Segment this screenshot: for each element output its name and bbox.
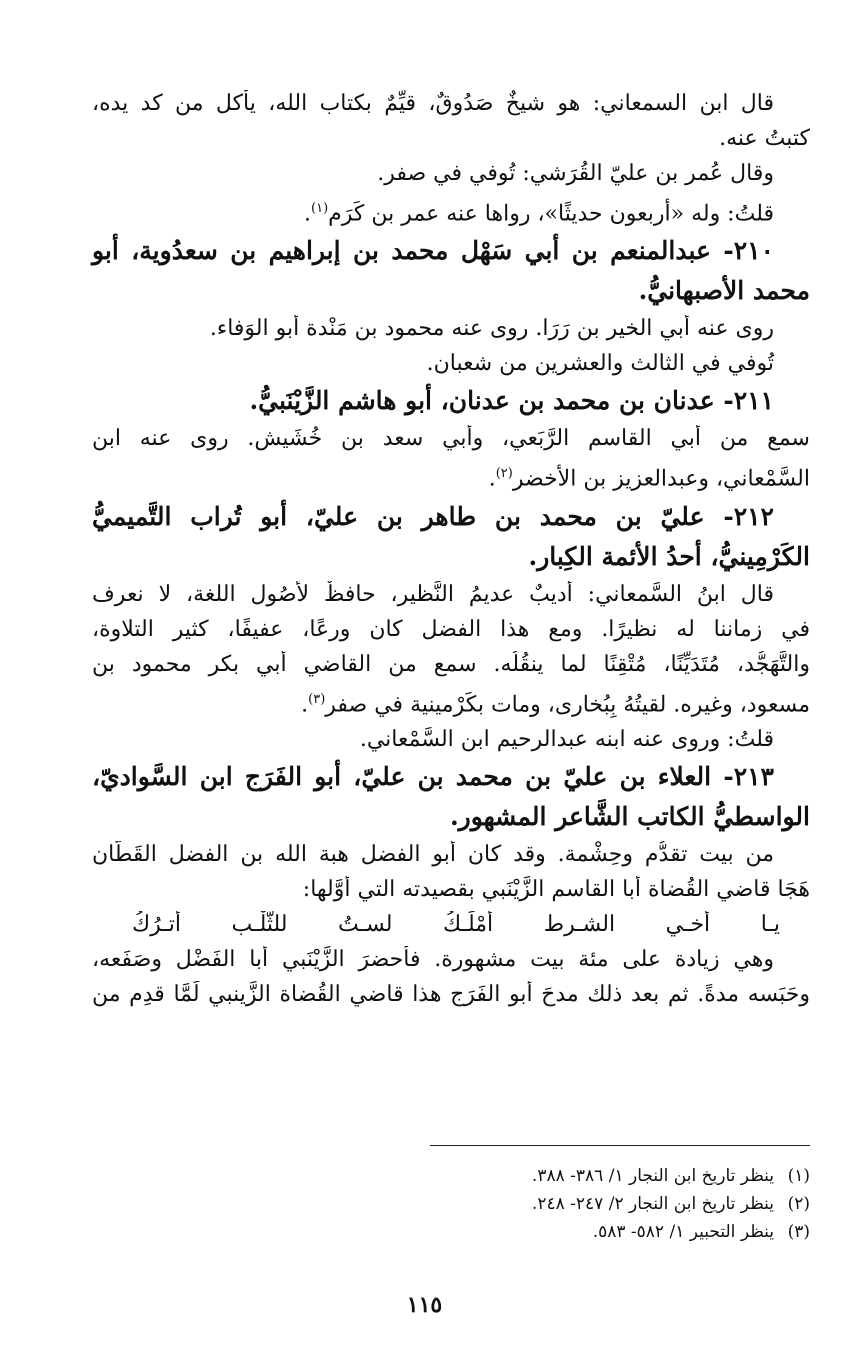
text-line: قال ابن السمعاني: هو شيخٌ صَدُوقٌ، قيِّمٌ بكتاب الله، يأكل من كد يده، [92,91,774,116]
entry-heading: ٢١٢- عليّ بن محمد بن طاهر بن عليّ، أبو تُراب التَّميميُّ [92,501,774,531]
page-number: ١١٥ [406,1292,443,1318]
footnote [92,1165,810,1187]
footnote-mark: (٢) [495,466,513,482]
entry-heading: الكَرْمِينيُّ، أحدُ الأئمة الكِبار. [528,541,810,571]
footnote-mark: (١) [311,201,329,216]
period: . [304,201,312,227]
text-line [92,460,810,492]
text-line: تُوفي في الثالث والعشرين من شعبان. [426,351,774,377]
footnotes [92,1165,810,1249]
text-span: السَّمْعاني، وعبدالعزيز بن الأخضر [512,466,810,492]
footnote-divider [430,1145,810,1146]
text-line: هَجَا قاضي القُضاة أبا القاسم الزَّيْنَبي بقصيدته التي أوَّلها: [302,876,810,902]
text-line: في زماننا له نظيرًا. ومع هذا الفضل كان ورعًا، عفيفًا، كثير التلاوة، [92,616,810,642]
footnote [92,1221,810,1243]
text-line: والتَّهَجُّد، مُتَدَيِّنًا، مُتْقِنًا لما ينقُلُه. سمع من القاضي أبي بكر محمود بن [92,651,810,677]
entry-heading: محمد الأصبهانيُّ. [638,276,810,306]
footnote-text: ينظر تاريخ ابن النجار ٢/ ٢٤٧- ٢٤٨. [531,1194,774,1214]
footnote [92,1193,810,1215]
footnote-text: ينظر تاريخ ابن النجار ١/ ٣٨٦- ٣٨٨. [531,1166,774,1186]
text-line: من بيت تقدُّم وحِشْمة. وقد كان أبو الفضل هبة الله بن الفضل القَطَّان [92,841,774,867]
main-text [92,90,810,1016]
text-line: كتبتُ عنه. [719,126,810,151]
text-line: روى عنه أبي الخير بن رَرَا. روى عنه محمود بن مَنْدة أبو الوَفاء. [209,316,774,342]
period: . [488,466,496,492]
footnote-text: ينظر التحبير ١/ ٥٨٢- ٥٨٣. [592,1222,774,1242]
period: . [301,691,309,717]
entry-heading: الواسطيُّ الكاتب الشَّاعر المشهور. [449,801,810,831]
text-line: سمع من أبي القاسم الرَّبَعي، وأبي سعد بن خُشَيش. روى عنه ابن [92,426,810,452]
entry-heading: ٢١١- عدنان بن محمد بن عدنان، أبو هاشم الزَّيْنَبيُّ. [249,386,774,416]
verse-line: يـا أخـي الشـرط أَمْلَـكُ لسـتُ للثَّلْـب أتـرُكُ [132,911,780,937]
text-line [92,195,810,227]
text-line: وحَبَسه مدةً. ثم بعد ذلك مدحَ أبو الفَرَج هذا قاضي القُضاة الزَّينبي لَمَّا قدِم من [92,981,810,1007]
text-span: مسعود، وغيره. لقيتُهُ بِبُخارى، ومات بكَرْمينية في صفر [325,691,810,717]
text-line: وقال عُمر بن عليّ القُرَشي: تُوفي في صفر. [377,161,774,186]
footnote-number: (٣) [787,1222,810,1242]
footnote-mark: (٣) [308,691,326,707]
footnote-number: (١) [787,1166,810,1186]
text-line [92,686,810,718]
text-line: قال ابنُ السَّمعاني: أديبٌ عديمُ النَّظير، حافظٌ لأُصُول اللغة، لا نعرف [92,581,774,607]
text-line: قلتُ: وروى عنه ابنه عبدالرحيم ابن السَّمْعاني. [359,726,774,752]
entry-heading: ٢١٠- عبدالمنعم بن أبي سَهْل محمد بن إبراهيم بن سعدُوية، أبو [92,236,774,266]
entry-heading: ٢١٣- العلاء بن عليّ بن محمد بن عليّ، أبو الفَرَج ابن السَّواديّ، [92,761,774,791]
text-span: قلتُ: وله «أربعون حديثًا»، رواها عنه عمر بن كَرَم [328,201,774,227]
footnote-number: (٢) [787,1194,810,1214]
text-line: وهي زيادة على مئة بيت مشهورة. فأحضرَ الزَّيْنَبي أبا الفَضْل وصَفَعه، [92,946,774,972]
